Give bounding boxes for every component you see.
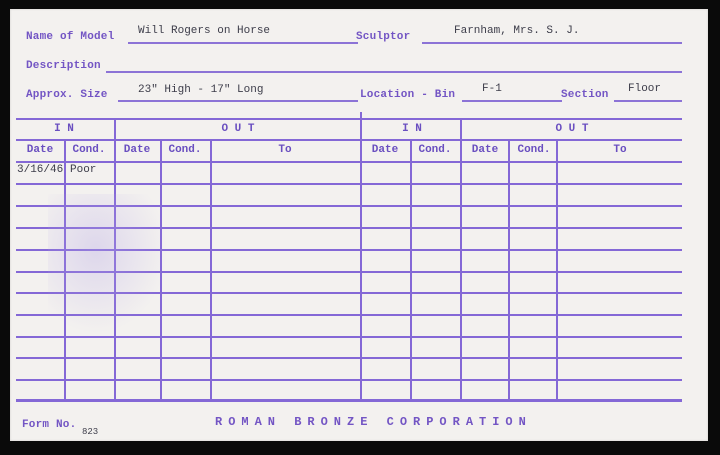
location-bin-value: F-1 (482, 83, 502, 95)
size-underline (118, 100, 358, 102)
col-cond-out-right: Cond. (517, 144, 551, 156)
col-date-out-right: Date (471, 144, 499, 156)
right-in-heading: I N (402, 123, 422, 135)
location-underline (462, 100, 562, 102)
left-in-heading: I N (54, 123, 74, 135)
description-label: Description (26, 60, 101, 72)
name-of-model-label: Name of Model (26, 31, 115, 43)
name-of-model-value: Will Rogers on Horse (138, 25, 271, 37)
description-underline (106, 71, 682, 73)
section-label: Section (561, 89, 609, 101)
col-date-out-left: Date (123, 144, 151, 156)
location-bin-label: Location - Bin (360, 89, 456, 101)
table-vline (508, 139, 510, 401)
col-cond-in-left: Cond. (72, 144, 106, 156)
form-number-value: 823 (82, 427, 99, 437)
col-cond-out-left: Cond. (168, 144, 202, 156)
table-vline (210, 139, 212, 401)
sculptor-label: Sculptor (356, 31, 411, 43)
table-vline (556, 139, 558, 401)
col-date-in-left: Date (26, 144, 54, 156)
approx-size-value: 23" High - 17" Long (138, 84, 264, 96)
section-value: Floor (628, 83, 662, 95)
row1-cond-in: Poor (70, 164, 97, 176)
col-cond-in-right: Cond. (418, 144, 452, 156)
col-to-right: To (613, 144, 627, 156)
right-out-heading: O U T (555, 123, 589, 135)
inventory-card (10, 9, 708, 441)
ink-stain (48, 194, 168, 334)
company-name: ROMAN BRONZE CORPORATION (215, 415, 532, 429)
form-number-label: Form No. (22, 419, 77, 431)
section-underline (614, 100, 682, 102)
col-date-in-right: Date (371, 144, 399, 156)
sculptor-value: Farnham, Mrs. S. J. (454, 25, 580, 37)
approx-size-label: Approx. Size (26, 89, 108, 101)
table-vline (460, 118, 462, 401)
name-underline (128, 42, 358, 44)
row1-date-in: 3/16/46 (17, 164, 64, 176)
col-to-left: To (278, 144, 292, 156)
table-vline (410, 139, 412, 401)
sculptor-underline (422, 42, 682, 44)
left-out-heading: O U T (221, 123, 255, 135)
